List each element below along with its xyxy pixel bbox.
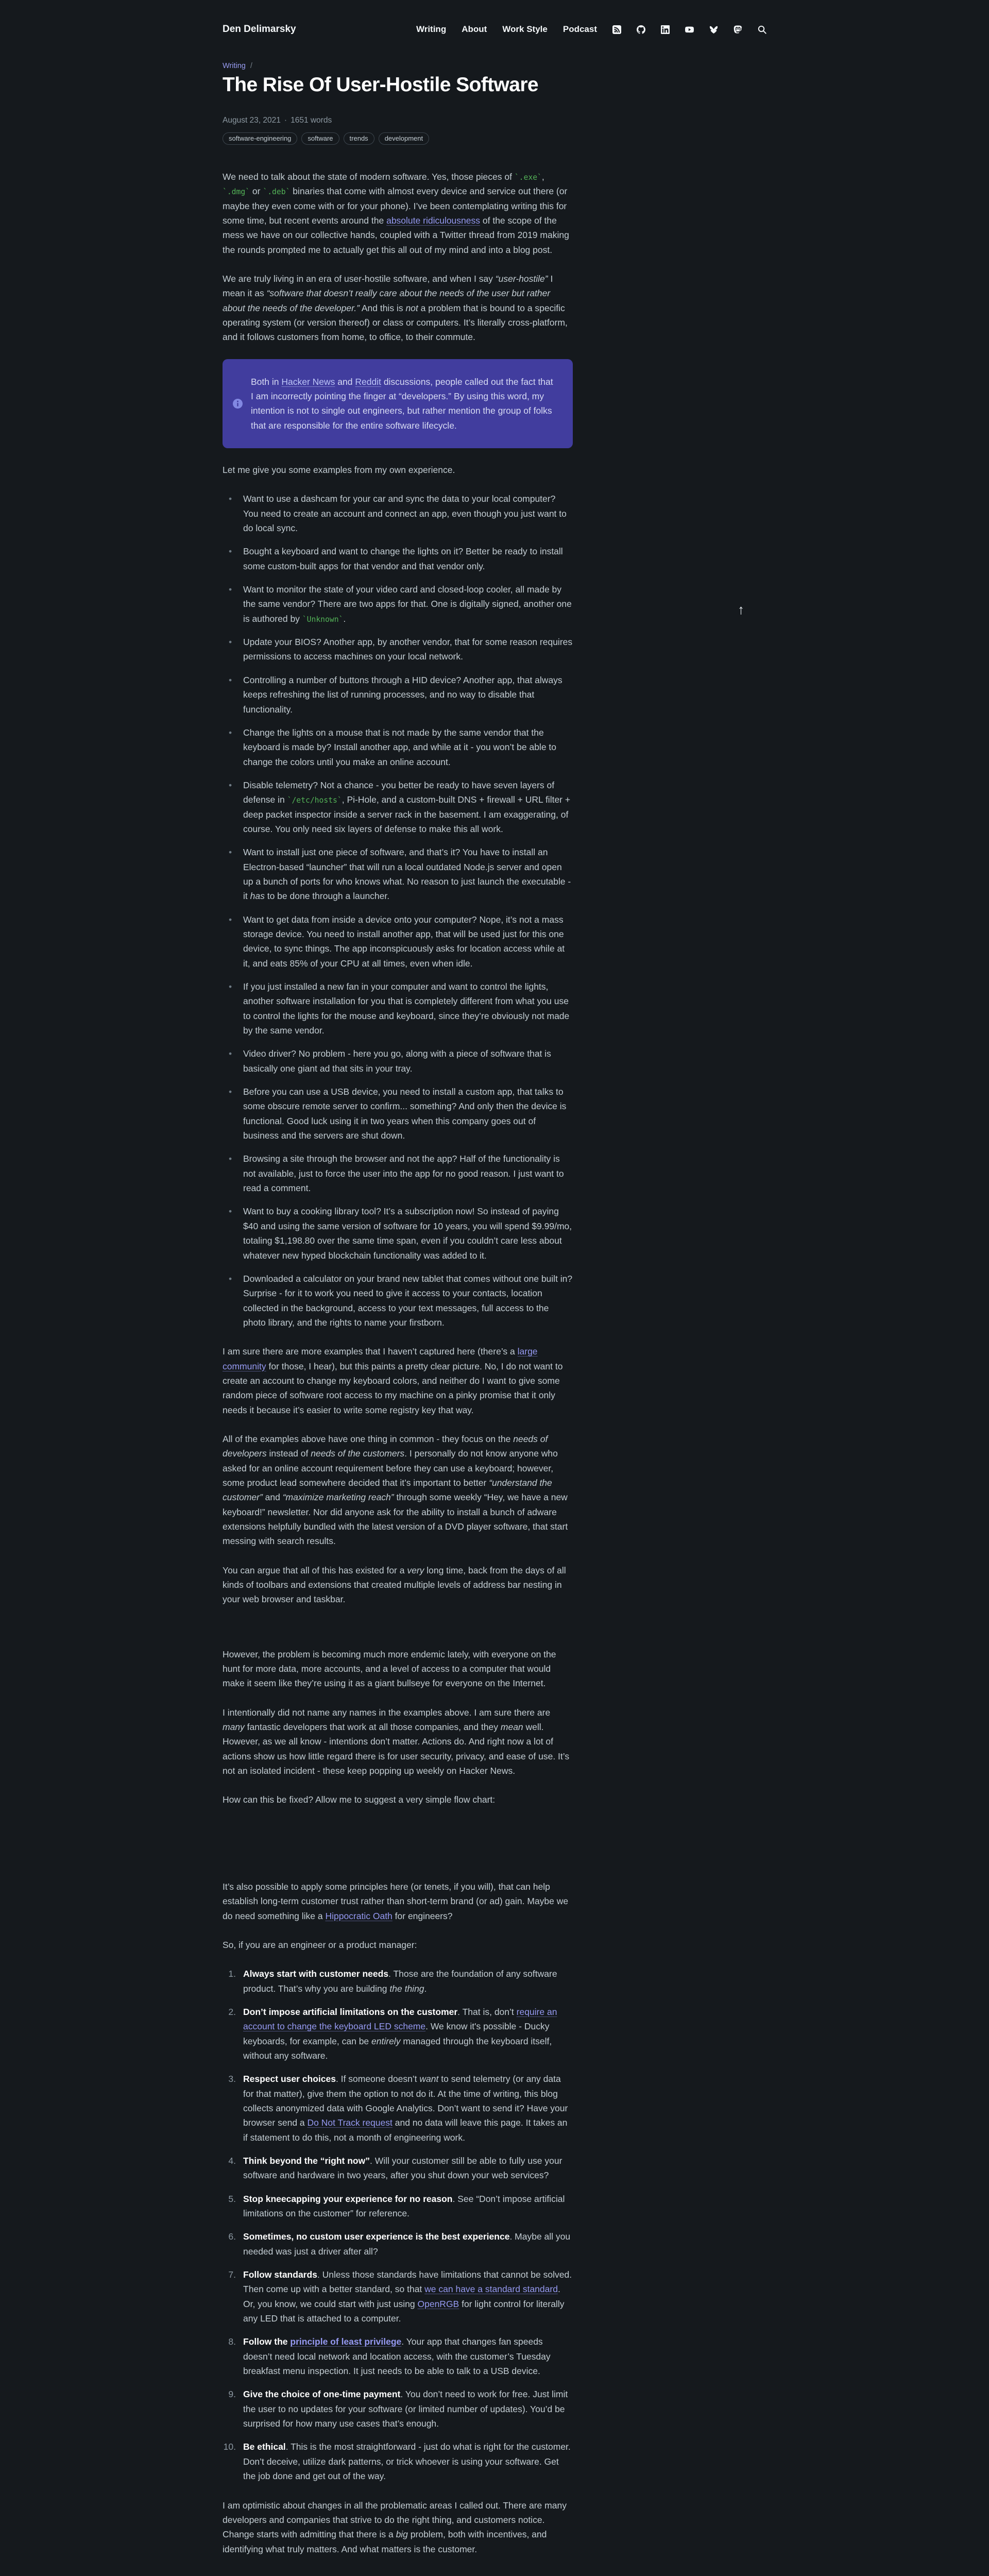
page-title: The Rise Of User-Hostile Software bbox=[223, 74, 539, 96]
list-item: Stop kneecapping your experience for no reason. See “Don’t impose artificial limitations on the customer” for reference. bbox=[243, 2193, 565, 2219]
paragraph: It’s also possible to apply some principles here (or tenets, if you will), that can help establish long-term customer trust rather than short-term brand (or ad) gain. Maybe we do need something like a Hippocratic Oath for engineers? bbox=[223, 1881, 569, 1921]
info-callout bbox=[223, 359, 573, 448]
list-item: • Want to buy a cooking library tool? It’s a subscription now! So instead of paying $40 and using the same version of software for 10 years, you will spend $9.99/mo, totaling $1,198.80 over the same time span, even if you couldn’t care less about whatever new hyped blockchain functionality was added to it. bbox=[223, 1204, 573, 1262]
paragraph: How can this be fixed? Allow me to suggest a very simple flow chart: bbox=[223, 1794, 496, 1805]
tag-software-engineering[interactable]: software-engineering bbox=[223, 132, 297, 145]
breadcrumb bbox=[223, 62, 766, 70]
callout-text: Both in Hacker News and Reddit discussions, people called out the fact that I am incorrectly pointing the finger at “developers.” By using this word, my intention is not to single out engineers, but rather mention the group of folks that are responsible for the entire software lifecycle. bbox=[251, 376, 553, 431]
bold-text: Give the choice of one-time payment bbox=[243, 2389, 401, 2400]
nav-work-style[interactable]: Work Style bbox=[502, 24, 548, 34]
list-item: • Change the lights on a mouse that is not made by the same vendor that the keyboard is made by? Install another app, and while at it - you won’t be able to change the colors until you make an online account. bbox=[223, 725, 573, 769]
bold-text: Think beyond the “right now” bbox=[243, 2155, 370, 2166]
list-item: Be ethical. This is the most straightforward - just do what is right for the customer. Don’t deceive, utilize dark patterns, or trick whoever is using your software. Get the job done and get out of the way. bbox=[243, 2442, 571, 2482]
inline-link[interactable]: Do Not Track request bbox=[307, 2117, 393, 2128]
post-date: August 23, 2021 bbox=[223, 115, 281, 125]
github-icon[interactable] bbox=[637, 25, 645, 34]
emphasis-text: “software that doesn’t really care about the needs of the user but rather about the needs of the developer.” bbox=[223, 288, 551, 313]
breadcrumb-separator: / bbox=[250, 62, 252, 70]
inline-code: `Unknown` bbox=[302, 615, 344, 624]
bold-text: Stop kneecapping your experience for no reason bbox=[243, 2193, 453, 2204]
inline-link[interactable]: Reddit bbox=[355, 376, 381, 387]
list-item: Respect user choices. If someone doesn’t want to send telemetry (or any data for that matter), give them the option to not do it. At the time of writing, this blog collects anonymized data with Google Analytics. Don’t want to send it? Have your browser send a Do Not Track request and no data will leave this page. It takes an if statement to do this, not a month of engineering work. bbox=[243, 2074, 568, 2143]
list-item: Sometimes, no custom user experience is the best experience. Maybe all you needed was just a driver after all? bbox=[243, 2231, 571, 2257]
main-content bbox=[223, 62, 766, 2576]
post-meta bbox=[223, 116, 766, 125]
inline-code: `.deb` bbox=[263, 188, 291, 197]
list-item: • Before you can use a USB device, you need to install a custom app, that talks to some obscure remote server to confirm... something? And only then the device is functional. Good luck using it in two years when this company goes out of business and the servers are shut down. bbox=[223, 1084, 573, 1143]
list-item: Follow the principle of least privilege. Your app that changes fan speeds doesn’t need local network and location access, with the customer’s Tuesday breakfast menu inspection. It just needs to be able to talk to a USB device. bbox=[243, 2336, 551, 2377]
back-to-top-button[interactable]: ↑ bbox=[738, 602, 744, 617]
inline-code: `/etc/hosts` bbox=[287, 796, 342, 805]
list-item: • Controlling a number of buttons through a HID device? Another app, that always keeps refreshing the list of running processes, and no way to disable that functionality. bbox=[223, 673, 573, 717]
paragraph: We are truly living in an era of user-hostile software, and when I say “user-hostile” I mean it as “software that doesn’t really care about the needs of the user but rather about the needs of the developer.” And this is not a problem that is bound to a specific operating system (or version thereof) or class or computers. It’s literally cross-platform, and it follows customers from home, to office, to their commute. bbox=[223, 273, 568, 343]
search-icon[interactable] bbox=[758, 25, 766, 34]
inline-code: `.exe` bbox=[514, 173, 542, 182]
list-item: Follow standards. Unless those standards have limitations that cannot be solved. Then come up with a better standard, so that we can have a standard standard. Or, you know, we could start with just using OpenRGB for light control for literally any LED that is attached to a computer. bbox=[243, 2269, 572, 2324]
tag-development[interactable]: development bbox=[379, 132, 429, 145]
list-item: • Browsing a site through the browser and not the app? Half of the functionality is not available, just to force the user into the app for no good reason. I just want to read a comment. bbox=[223, 1151, 573, 1195]
list-item: • Want to install just one piece of software, and that’s it? You have to install an Electron-based “launcher” that will run a local outdated Node.js server and open up a bunch of ports for who knows what. No reason to just launch the executable - it has to be done through a launcher. bbox=[223, 845, 573, 903]
emphasis-text: “user-hostile” bbox=[495, 273, 548, 284]
inline-link[interactable]: require an account to change the keyboard LED scheme bbox=[243, 2006, 557, 2032]
bold-text: Follow standards bbox=[243, 2269, 317, 2280]
content-spacer bbox=[223, 1621, 573, 1647]
emphasis-text: needs of developers bbox=[223, 1433, 548, 1459]
info-icon bbox=[233, 399, 243, 409]
list-item: Give the choice of one-time payment. You don’t need to work for free. Just limit the user to no updates for your software (or limited number of updates). You’d be surprised for how many use cases that’s enough. bbox=[243, 2389, 568, 2429]
article-body bbox=[223, 170, 573, 2556]
list-item: Think beyond the “right now”. Will your customer still be able to fully use your software and hardware in two years, after you shut down your web services? bbox=[243, 2155, 562, 2181]
list-item: • Want to use a dashcam for your car and sync the data to your local computer? You need to create an account and connect an app, even though you just want to do local sync. bbox=[223, 492, 573, 535]
list-item: • Want to get data from inside a device onto your computer? Nope, it’s not a mass storage device. You need to install another app, that will be used just for this one device, to sync things. The app inconspicuously asks for location access while at it, and eats 85% of your CPU at all times, even when idle. bbox=[223, 912, 573, 971]
rss-icon[interactable] bbox=[612, 25, 621, 34]
emphasis-text: “maximize marketing reach” bbox=[282, 1492, 394, 1503]
youtube-icon[interactable] bbox=[685, 25, 694, 34]
paragraph: We need to talk about the state of modern software. Yes, those pieces of `.exe`, `.dmg` or `.deb` binaries that come with almost every device and service out there (or maybe they even come with or for your phone). I’ve been contemplating writing this for some time, but recent events around the absolute ridiculousness of the scope of the mess we have on our collective hands, coupled with a Twitter thread from 2019 making the rounds prompted me to actually get this all out of my mind and into a blog post. bbox=[223, 171, 569, 255]
site-header bbox=[223, 0, 766, 35]
list-item: • Video driver? No problem - here you go, along with a piece of software that is basically one giant ad that sits in your tray. bbox=[223, 1046, 573, 1076]
bold-text: Follow the bbox=[243, 2336, 291, 2347]
nav-writing[interactable]: Writing bbox=[416, 24, 447, 34]
bluesky-icon[interactable] bbox=[709, 25, 718, 34]
top-navigation bbox=[416, 24, 766, 35]
list-item: • Disable telemetry? Not a chance - you better be ready to have seven layers of defense in `/etc/hosts`, Pi-Hole, and a custom-built DNS + firewall + URL filter + deep packet inspector inside a server rack in the basement. I am exaggerating, of course. You only need six layers of defense to make this all work. bbox=[223, 778, 573, 836]
emphasis-text: very bbox=[407, 1565, 424, 1575]
inline-link[interactable]: Hacker News bbox=[281, 376, 335, 387]
paragraph: All of the examples above have one thing in common - they focus on the needs of developers instead of needs of the customers. I personally do not know anyone who asked for an online account requirement before they can use a keyboard; however, some product lead somewhere decided that it’s important to better “understand the customer” and “maximize marketing reach” through some weekly “Hey, we have a new keyboard!” newsletter. Nor did anyone ask for the ability to install a bunch of adware extensions helpfully bundled with the latest version of a DVD player software, that start messing with search results. bbox=[223, 1433, 568, 1547]
paragraph: So, if you are an engineer or a product manager: bbox=[223, 1939, 417, 1950]
list-item: • Bought a keyboard and want to change the lights on it? Better be ready to install some custom-built apps for that vendor and that vendor only. bbox=[223, 544, 573, 573]
emphasis-text: mean bbox=[500, 1722, 523, 1733]
tag-trends[interactable]: trends bbox=[344, 132, 374, 145]
nav-about[interactable]: About bbox=[462, 24, 487, 34]
inline-link[interactable]: principle of least privilege bbox=[290, 2336, 402, 2347]
mastodon-icon[interactable] bbox=[734, 25, 742, 34]
paragraph: You can argue that all of this has existed for a very long time, back from the days of all kinds of toolbars and extensions that created multiple levels of address bar nesting in your web browser and taskbar. bbox=[223, 1565, 566, 1605]
inline-code: `.dmg` bbox=[223, 188, 250, 197]
list-item: Always start with customer needs. Those are the foundation of any software product. That’s why you are building the thing. bbox=[243, 1969, 557, 1994]
site-title[interactable]: Den Delimarsky bbox=[223, 24, 296, 35]
paragraph: I am sure there are more examples that I haven’t captured here (there’s a large community for those, I hear), but this paints a pretty clear picture. No, I do not want to create an account to change my keyboard colors, and neither do I want to give some random piece of software root access to my machine on a pinky promise that it only needs it because it’s easier to write some registry key that way. bbox=[223, 1346, 563, 1415]
emphasis-text: needs of the customers bbox=[311, 1448, 405, 1459]
inline-link[interactable]: Hippocratic Oath bbox=[325, 1910, 393, 1921]
bold-text: Sometimes, no custom user experience is the best experience bbox=[243, 2231, 510, 2242]
nav-podcast[interactable]: Podcast bbox=[562, 24, 597, 34]
emphasis-text: not bbox=[405, 302, 418, 313]
paragraph: I intentionally did not name any names in the examples above. I am sure there are many fantastic developers that work at all those companies, and they mean well. However, as we all know - intentions don’t matter. Actions do. And right now a lot of actions show us how little regard there is for user security, privacy, and ease of use. It’s not an isolated incident - these keep popping up weekly on Hacker News. bbox=[223, 1707, 570, 1776]
content-spacer bbox=[223, 1822, 573, 1879]
bold-text: Respect user choices bbox=[243, 2074, 336, 2084]
inline-link[interactable]: OpenRGB bbox=[417, 2298, 459, 2309]
emphasis-text: entirely bbox=[371, 2036, 401, 2046]
list-item: • If you just installed a new fan in your computer and want to control the lights, another software installation for you that is completely different from what you use to control the lights for the mouse and keyboard, since they’re obviously not made by the same vendor. bbox=[223, 979, 573, 1038]
paragraph: However, the problem is becoming much more endemic lately, with everyone on the hunt for more data, more accounts, and a level of access to a computer that would make it seem like they’re using it as a giant bullseye for everyone on the Internet. bbox=[223, 1649, 556, 1689]
list-item: • Want to monitor the state of your video card and closed-loop cooler, all made by the same vendor? There are two apps for that. One is digitally signed, another one is authored by `Unknown`. bbox=[223, 582, 573, 626]
list-item: • Downloaded a calculator on your brand new tablet that comes without one built in? Surprise - for it to work you need to give it access to your contacts, location collected in the background, access to your text messages, full access to the photo library, and the rights to name your firstborn. bbox=[223, 1272, 573, 1330]
emphasis-text: has bbox=[250, 891, 265, 902]
emphasis-text: many bbox=[223, 1722, 245, 1733]
linkedin-icon[interactable] bbox=[661, 25, 670, 34]
tag-software[interactable]: software bbox=[301, 132, 339, 145]
emphasis-text: the thing bbox=[389, 1983, 424, 1994]
emphasis-text: “understand the customer” bbox=[223, 1477, 552, 1503]
list-item: Don’t impose artificial limitations on the customer. That is, don’t require an account to change the keyboard LED scheme. We know it's possible - Ducky keyboards, for example, can be entirely managed through the keyboard itself, without any software. bbox=[243, 2006, 557, 2061]
inline-link[interactable]: large community bbox=[223, 1346, 538, 1371]
word-count: 1651 words bbox=[291, 115, 332, 125]
bold-text: Don’t impose artificial limitations on the customer bbox=[243, 2006, 458, 2017]
tag-row bbox=[223, 132, 766, 145]
inline-link[interactable]: absolute ridiculousness bbox=[386, 215, 481, 226]
meta-dot: · bbox=[284, 115, 287, 125]
emphasis-text: big bbox=[396, 2529, 408, 2540]
paragraph: Let me give you some examples from my own experience. bbox=[223, 465, 455, 476]
list-item: • Update your BIOS? Another app, by another vendor, that for some reason requires permissions to access machines on your local network. bbox=[223, 635, 573, 664]
bold-text: Be ethical bbox=[243, 2442, 286, 2452]
paragraph: I am optimistic about changes in all the problematic areas I called out. There are many developers and companies that strive to do the right thing, and customers notice. Change starts with admitting that there is a big problem, both with incentives, and identifying what truly matters. And what matters is the customer. bbox=[223, 2500, 567, 2554]
breadcrumb-writing-link[interactable]: Writing bbox=[223, 62, 246, 70]
numbered-list bbox=[223, 1967, 573, 2483]
inline-link[interactable]: we can have a standard standard bbox=[424, 2284, 558, 2295]
bullet-list bbox=[223, 492, 573, 1330]
emphasis-text: want bbox=[419, 2074, 439, 2084]
bold-text: Always start with customer needs bbox=[243, 1969, 389, 1979]
